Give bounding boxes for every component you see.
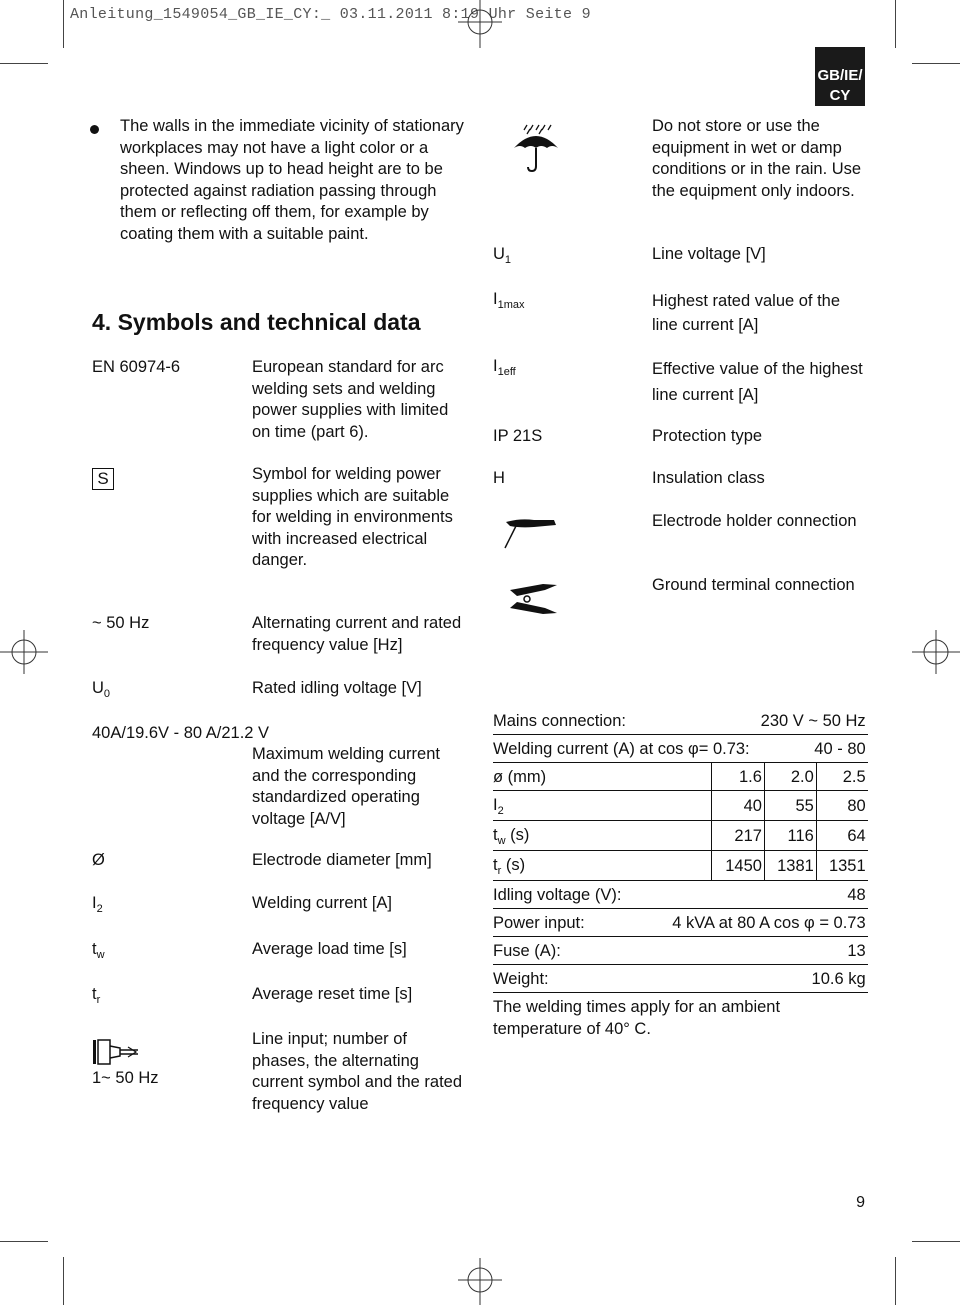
tr-main: t [92, 985, 97, 1003]
umbrella-rain-icon [510, 122, 562, 174]
i1max-description: Highest rated value of the line current [A] [652, 292, 841, 334]
crop-mark [0, 1241, 48, 1242]
table-cell: 1381 [764, 851, 816, 881]
intro-paragraph: The walls in the immediate vicinity of stationary workplaces may not have a light color or a sheen. Windows up to head height are to be protected against radiation passing through them or reflecting off them, for example by coating them with a suitable paint. [120, 117, 464, 243]
u1-description: Line voltage [V] [652, 245, 766, 263]
i2-row-label [493, 791, 672, 821]
language-badge-line1: GB/IE/ [817, 67, 863, 84]
table-cell: 40 [711, 791, 764, 821]
tr-main: t [493, 856, 498, 874]
s-mark-symbol: S [92, 468, 114, 490]
i1max-main: I [493, 290, 498, 308]
tw-unit: (s) [505, 826, 530, 844]
weight-value: 10.6 kg [711, 965, 867, 993]
tr-subscript: r [96, 994, 101, 1006]
crop-mark [895, 1257, 896, 1305]
tw-description: Average load time [s] [252, 940, 407, 958]
bullet-icon [90, 125, 99, 134]
mains-label: Mains connection: [493, 707, 711, 735]
table-row [493, 965, 868, 993]
line-input-plug-icon [92, 1038, 142, 1068]
power-input-label: Power input: [493, 909, 672, 937]
line-input-description: Line input; number of phases, the alternating current symbol and the rated frequency value [252, 1030, 463, 1113]
mains-value: 230 V ~ 50 Hz [711, 707, 867, 735]
current-voltage-range: 40A/19.6V - 80 A/21.2 V [92, 724, 270, 742]
table-row [493, 851, 868, 881]
table-row [493, 707, 868, 735]
s-mark-description: Symbol for welding power supplies which are suitable for welding in environments with increased electrical danger. [252, 465, 453, 569]
u1-symbol [493, 244, 511, 268]
power-input-value: 4 kVA at 80 A cos φ = 0.73 [672, 909, 867, 937]
insulation-code: H [493, 469, 505, 487]
technical-data-table [493, 707, 868, 993]
fuse-label: Fuse (A): [493, 937, 711, 965]
table-cell: 1450 [711, 851, 764, 881]
welding-current-value: 40 - 80 [764, 735, 867, 763]
crop-mark [0, 63, 48, 64]
table-cell: 1351 [816, 851, 867, 881]
i1eff-main: I [493, 357, 498, 375]
tr-subscript: r [497, 865, 502, 877]
registration-mark-top [455, 0, 505, 48]
registration-mark-right [912, 628, 960, 676]
idling-voltage-label: Idling voltage (V): [493, 881, 711, 909]
ip-description: Protection type [652, 427, 763, 445]
i2-symbol [92, 893, 103, 917]
u1-main: U [493, 245, 505, 263]
i2-subscript: 2 [96, 903, 103, 915]
ground-clamp-icon [505, 580, 560, 618]
i2-main: I [92, 894, 97, 912]
i1max-subscript: 1max [497, 299, 525, 311]
frequency-description: Alternating current and rated frequency value [Hz] [252, 614, 462, 654]
i2-description: Welding current [A] [252, 894, 393, 912]
tw-subscript: w [497, 835, 506, 847]
idling-voltage-value: 48 [711, 881, 867, 909]
weight-label: Weight: [493, 965, 711, 993]
i1eff-subscript: 1eff [497, 366, 516, 378]
table-row [493, 881, 868, 909]
ip-code: IP 21S [493, 427, 543, 445]
registration-mark-left [0, 628, 48, 676]
print-header-line: Anleitung_1549054_GB_IE_CY:_ 03.11.2011 8:19 Uhr Seite 9 [70, 6, 591, 23]
table-row [493, 909, 868, 937]
tr-row-label [493, 851, 672, 881]
tw-row-label [493, 821, 672, 851]
u0-symbol [92, 678, 110, 702]
table-row [493, 763, 868, 791]
tr-symbol [92, 984, 100, 1008]
en-standard-code: EN 60974-6 [92, 358, 181, 376]
i2-main: I [493, 796, 498, 814]
tw-main: t [493, 826, 498, 844]
welding-current-label: Welding current (A) at cos φ= 0.73: [493, 735, 764, 763]
diameter-description: Electrode diameter [mm] [252, 851, 432, 869]
page-number: 9 [856, 1194, 865, 1211]
u0-description: Rated idling voltage [V] [252, 679, 422, 697]
crop-mark [63, 0, 64, 48]
ambient-temperature-note: The welding times apply for an ambient temperature of 40° C. [493, 998, 781, 1038]
tr-description: Average reset time [s] [252, 985, 413, 1003]
table-cell: 1.6 [711, 763, 764, 791]
table-cell: 64 [816, 821, 867, 851]
section-title: 4. Symbols and technical data [92, 309, 421, 335]
crop-mark [63, 1257, 64, 1305]
en-standard-description: European standard for arc welding sets and welding power supplies with limited on time (part 6). [252, 358, 449, 441]
table-cell: 80 [816, 791, 867, 821]
u0-subscript: 0 [103, 688, 111, 700]
electrode-holder-icon [500, 512, 560, 552]
u1-subscript: 1 [504, 254, 512, 266]
frequency-code: ~ 50 Hz [92, 614, 150, 632]
table-cell: 55 [764, 791, 816, 821]
table-cell: 116 [764, 821, 816, 851]
diameter-symbol: Ø [92, 851, 105, 869]
electrode-holder-description: Electrode holder connection [652, 512, 857, 530]
crop-mark [912, 63, 960, 64]
table-row [493, 821, 868, 851]
i1max-symbol [493, 289, 525, 313]
ground-terminal-description: Ground terminal connection [652, 576, 855, 594]
diameter-label: ø (mm) [493, 763, 672, 791]
table-cell: 2.5 [816, 763, 867, 791]
line-input-code: 1~ 50 Hz [92, 1069, 159, 1087]
table-row [493, 791, 868, 821]
i2-subscript: 2 [497, 805, 504, 817]
language-badge [815, 47, 865, 106]
table-cell: 2.0 [764, 763, 816, 791]
tw-symbol [92, 939, 105, 963]
current-voltage-description: Maximum welding current and the corresponding standardized operating voltage [A/V] [252, 745, 440, 828]
tw-main: t [92, 940, 97, 958]
registration-mark-bottom [455, 1258, 505, 1305]
table-row [493, 937, 868, 965]
fuse-value: 13 [711, 937, 867, 965]
crop-mark [912, 1241, 960, 1242]
tw-subscript: w [96, 949, 105, 961]
i1eff-symbol [493, 356, 516, 380]
rain-warning-description: Do not store or use the equipment in wet or damp conditions or in the rain. Use the equipment only indoors. [652, 117, 862, 200]
crop-mark [895, 0, 896, 48]
i1eff-description: Effective value of the highest line current [A] [652, 360, 863, 404]
table-row [493, 735, 868, 763]
u0-main: U [92, 679, 104, 697]
table-cell: 217 [711, 821, 764, 851]
insulation-description: Insulation class [652, 469, 765, 487]
language-badge-line2: CY [829, 87, 851, 104]
tr-unit: (s) [501, 856, 526, 874]
